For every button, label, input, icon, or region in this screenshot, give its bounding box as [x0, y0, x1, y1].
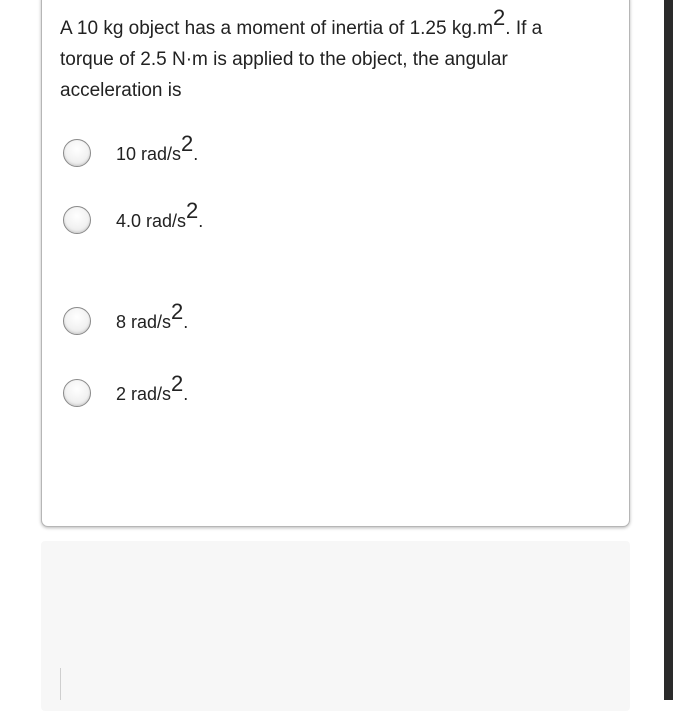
answer-option-label	[116, 299, 189, 333]
question-text-part2: . If a torque of 2.5 N·m is applied to the object, the angular acceleration is	[60, 18, 543, 101]
option-exponent: 2	[171, 371, 184, 396]
answer-option-label	[116, 371, 189, 405]
panel-divider	[60, 668, 61, 700]
answer-option-2[interactable]	[63, 198, 363, 239]
radio-button-icon[interactable]	[63, 139, 91, 167]
option-value: 8 rad/s	[116, 312, 172, 332]
answer-option-3[interactable]	[63, 299, 363, 340]
option-suffix: .	[183, 312, 189, 332]
question-exponent: 2	[493, 4, 506, 30]
option-value: 4.0 rad/s	[116, 211, 187, 231]
window-edge	[664, 0, 673, 700]
answer-option-label	[116, 131, 199, 165]
radio-button-icon[interactable]	[63, 379, 91, 407]
option-value: 10 rad/s	[116, 144, 182, 164]
option-exponent: 2	[171, 299, 184, 324]
option-value: 2 rad/s	[116, 384, 172, 404]
radio-button-icon[interactable]	[63, 206, 91, 234]
radio-button-icon[interactable]	[63, 307, 91, 335]
question-card	[41, 0, 630, 527]
option-suffix: .	[193, 144, 199, 164]
answer-option-4[interactable]	[63, 371, 363, 412]
answer-option-1[interactable]	[63, 131, 363, 172]
option-suffix: .	[183, 384, 189, 404]
option-suffix: .	[198, 211, 204, 231]
option-exponent: 2	[186, 198, 199, 223]
question-text	[60, 4, 600, 106]
question-text-part1: A 10 kg object has a moment of inertia of 1.25 kg.m	[60, 18, 494, 39]
option-exponent: 2	[181, 131, 194, 156]
navigation-panel	[41, 541, 630, 711]
answer-option-label	[116, 198, 204, 232]
